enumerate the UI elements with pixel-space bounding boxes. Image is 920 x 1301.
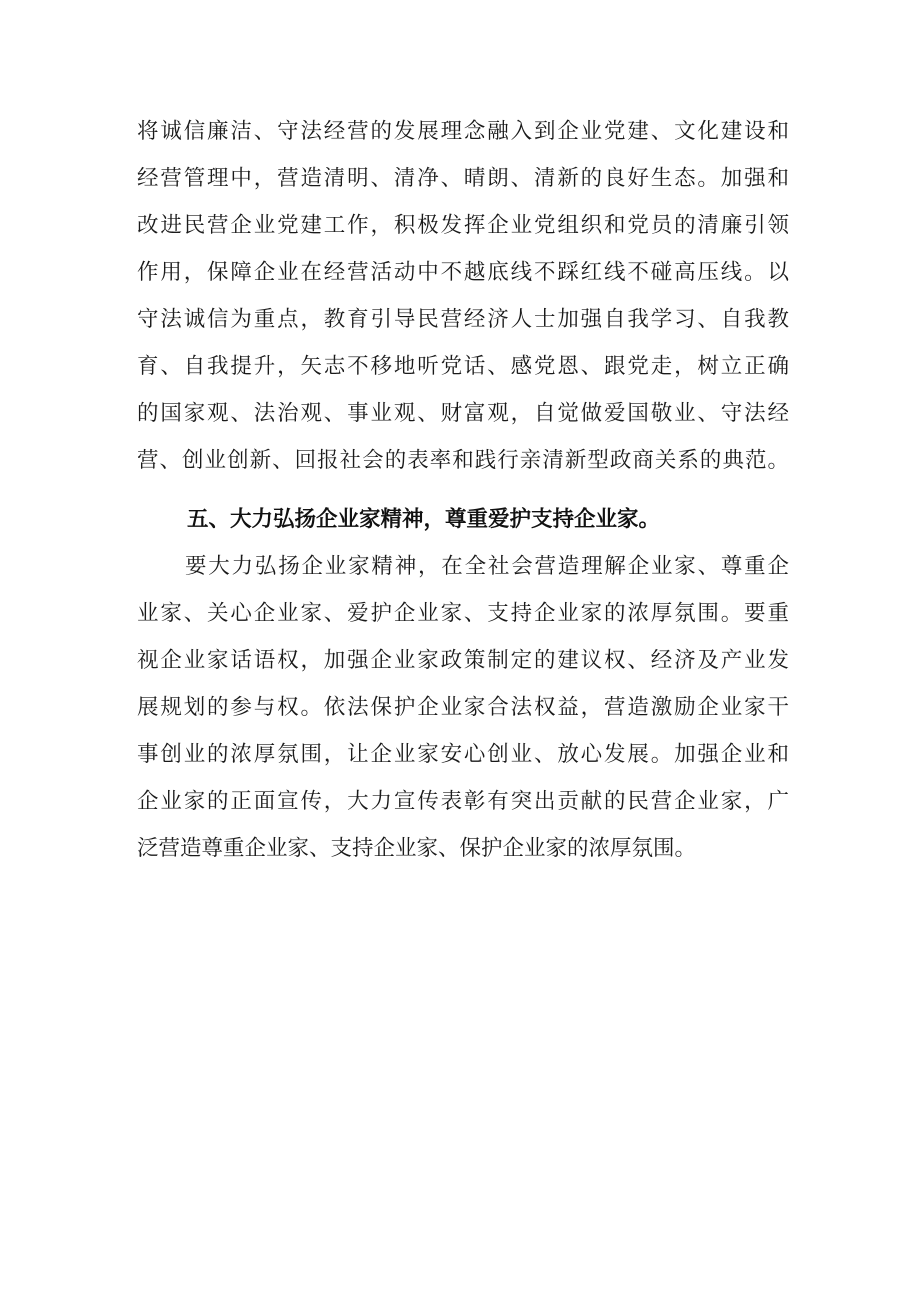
paragraph-line: 改进民营企业党建工作，积极发挥企业党组织和党员的清廉引领 <box>137 213 789 238</box>
paragraph-line: 泛营造尊重企业家、支持企业家、保护企业家的浓厚氛围。 <box>137 836 697 861</box>
paragraph-line: 的国家观、法治观、事业观、财富观，自觉做爱国敬业、守法经 <box>137 401 789 426</box>
paragraph-line: 作用，保障企业在经营活动中不越底线不踩红线不碰高压线。以 <box>137 260 789 285</box>
paragraph-line: 展规划的参与权。依法保护企业家合法权益，营造激励企业家干 <box>137 695 789 720</box>
paragraph-line: 要大力弘扬企业家精神，在全社会营造理解企业家、尊重企 <box>185 554 789 579</box>
paragraph-line: 将诚信廉洁、守法经营的发展理念融入到企业党建、文化建设和 <box>137 119 789 144</box>
paragraph-line: 育、自我提升，矢志不移地听党话、感党恩、跟党走，树立正确 <box>137 354 789 379</box>
paragraph-line: 业家、关心企业家、爱护企业家、支持企业家的浓厚氛围。要重 <box>137 601 789 626</box>
paragraph-line: 事创业的浓厚氛围，让企业家安心创业、放心发展。加强企业和 <box>137 742 789 767</box>
paragraph-entrepreneurship <box>137 543 789 872</box>
paragraph-line: 企业家的正面宣传，大力宣传表彰有突出贡献的民营企业家，广 <box>137 789 789 814</box>
paragraph-line: 守法诚信为重点，教育引导民营经济人士加强自我学习、自我教 <box>137 307 789 332</box>
paragraph-line: 视企业家话语权，加强企业家政策制定的建议权、经济及产业发 <box>137 648 789 673</box>
paragraph-line: 经营管理中，营造清明、清净、晴朗、清新的良好生态。加强和 <box>137 166 789 191</box>
paragraph-line: 营、创业创新、回报社会的表率和践行亲清新型政商关系的典范。 <box>137 448 789 473</box>
paragraph-integrity <box>137 108 789 484</box>
section-heading: 五、大力弘扬企业家精神，尊重爱护支持企业家。 <box>187 507 661 532</box>
